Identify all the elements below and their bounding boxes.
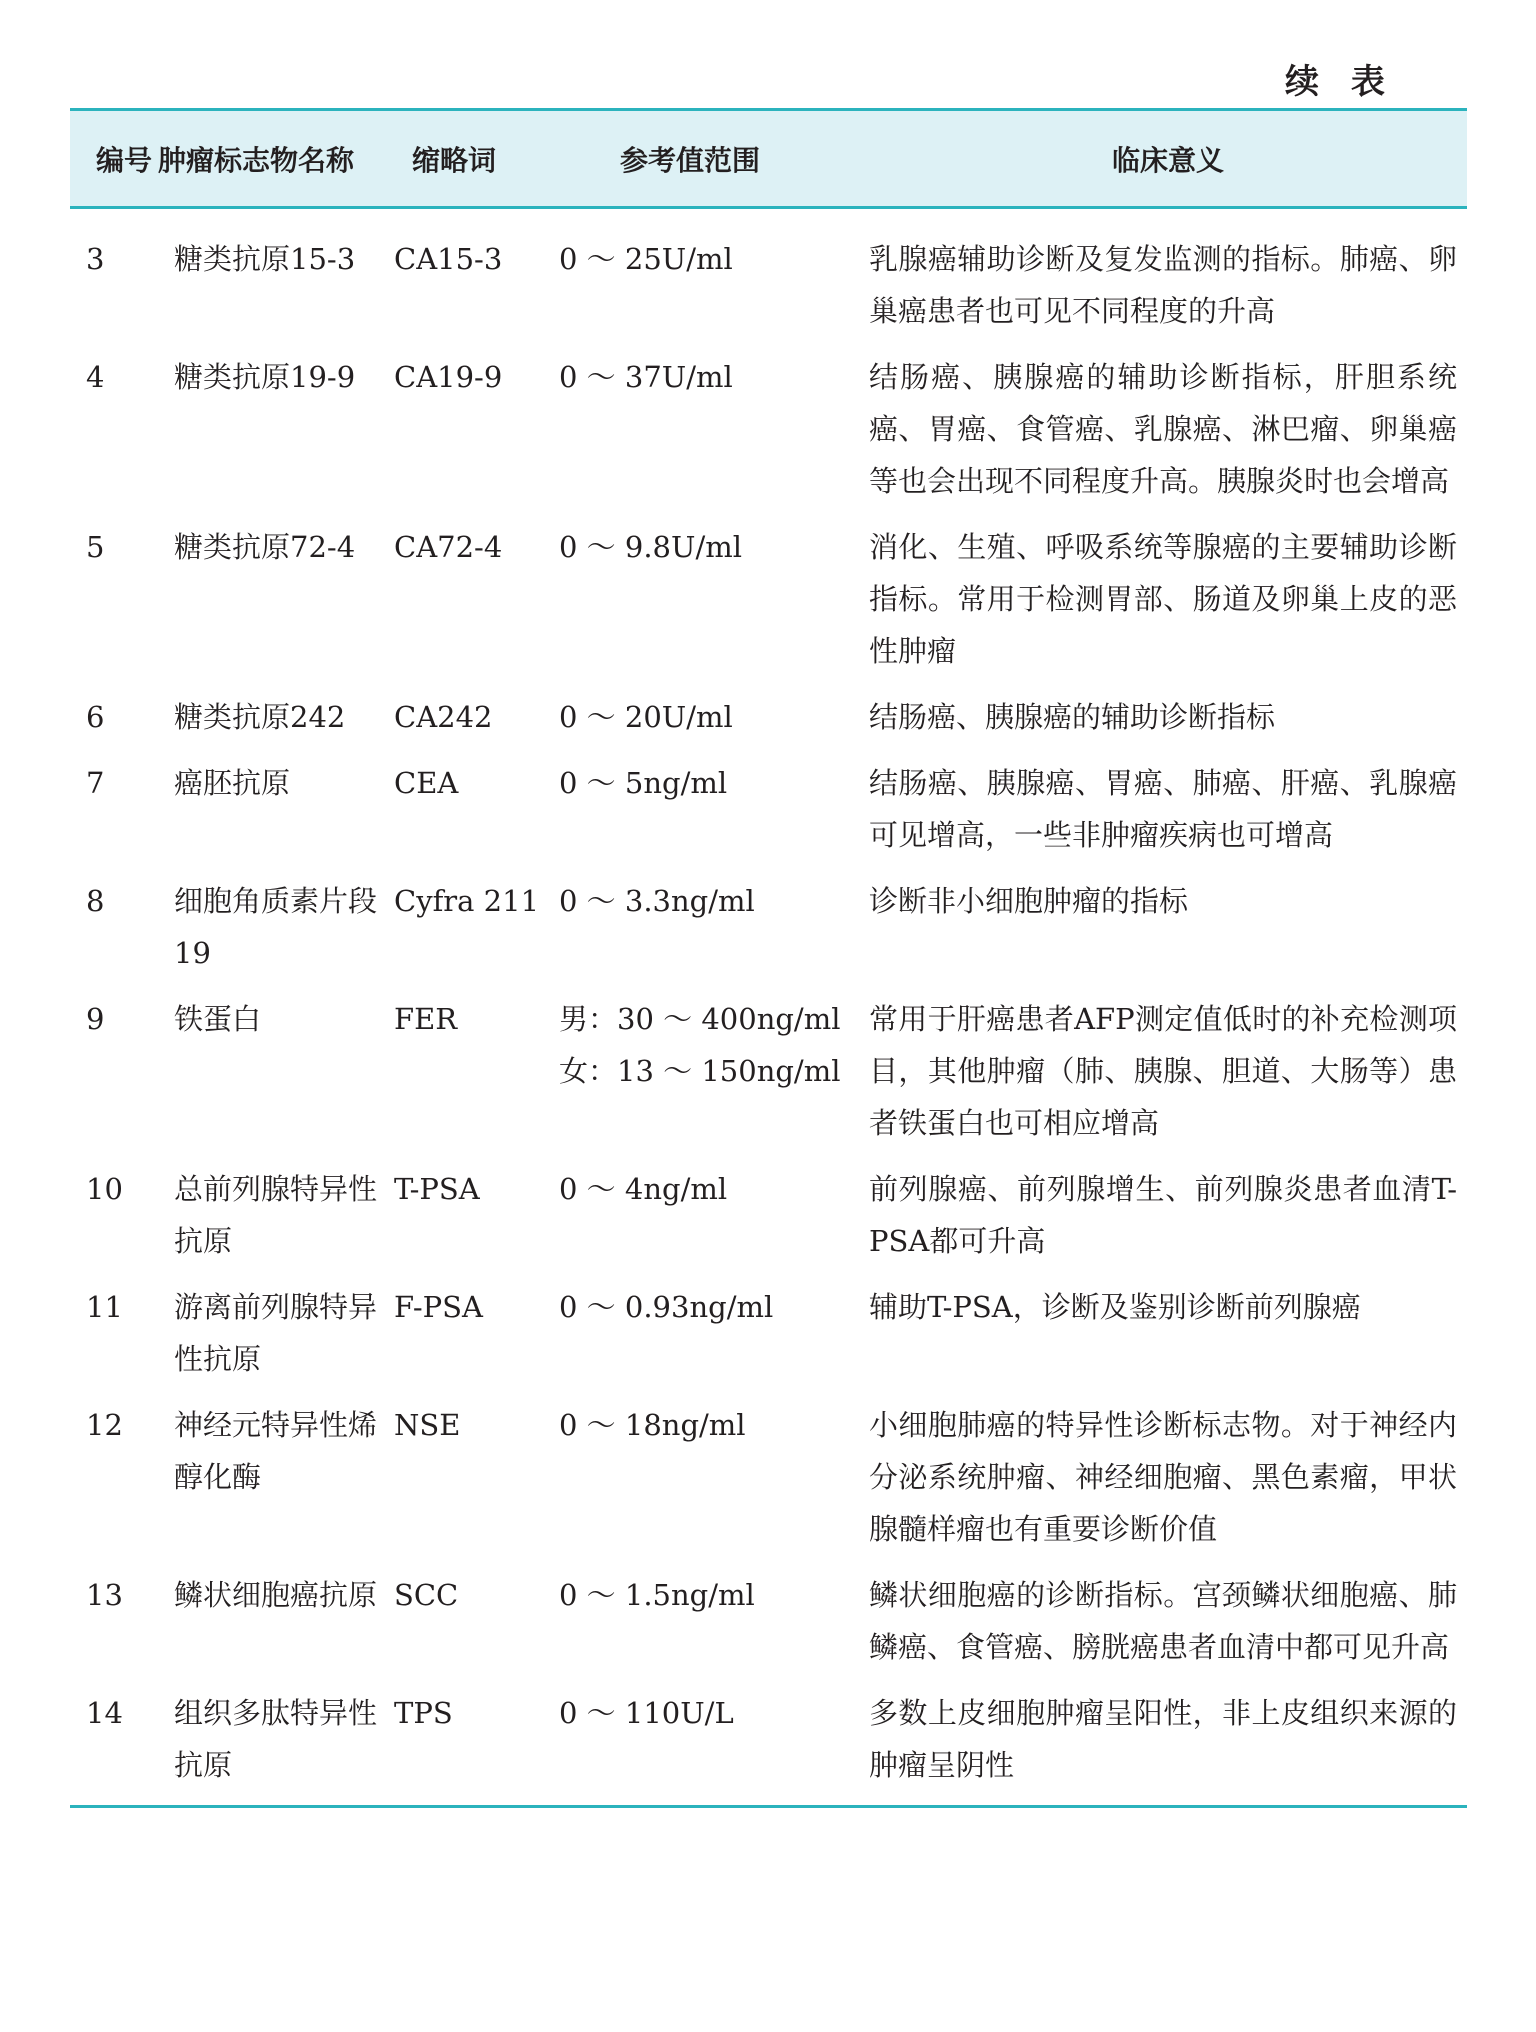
reference-range (559, 993, 869, 1163)
row-number: 14 (86, 1696, 123, 1730)
table-row (70, 691, 1467, 757)
row-number: 10 (86, 1172, 123, 1206)
clinical-significance: 鳞状细胞癌的诊断指标。宫颈鳞状细胞癌、肺鳞癌、食管癌、膀胱癌患者血清中都可见升高 (869, 1578, 1457, 1664)
header-marker-name: 肿瘤标志物名称 (158, 110, 394, 208)
marker-name: 糖类抗原15-3 (174, 242, 356, 276)
reference-range-line: 0 ～ 110U/L (559, 1696, 734, 1730)
clinical-significance: 结肠癌、胰腺癌、胃癌、肺癌、肝癌、乳腺癌可见增高，一些非肿瘤疾病也可增高 (869, 766, 1457, 852)
table-row (70, 351, 1467, 521)
abbreviation: CA72-4 (394, 530, 503, 564)
reference-range (559, 691, 869, 757)
table-row (70, 757, 1467, 875)
marker-name: 癌胚抗原 (174, 766, 291, 800)
header-abbreviation: 缩略词 (394, 110, 559, 208)
reference-range-line: 0 ～ 20U/ml (559, 700, 733, 734)
reference-range (559, 1281, 869, 1399)
clinical-significance: 辅助T-PSA，诊断及鉴别诊断前列腺癌 (869, 1290, 1361, 1324)
table-row (70, 875, 1467, 993)
header-reference-range: 参考值范围 (559, 110, 869, 208)
row-number: 7 (86, 766, 105, 800)
abbreviation: F-PSA (394, 1290, 483, 1324)
marker-name: 细胞角质素片段19 (174, 884, 378, 970)
abbreviation: T-PSA (394, 1172, 480, 1206)
marker-name: 糖类抗原19-9 (174, 360, 356, 394)
clinical-significance: 结肠癌、胰腺癌的辅助诊断指标 (869, 700, 1276, 734)
reference-range (559, 521, 869, 691)
table-body (70, 208, 1467, 1807)
table-row (70, 1569, 1467, 1687)
abbreviation: CA15-3 (394, 242, 503, 276)
clinical-significance: 乳腺癌辅助诊断及复发监测的指标。肺癌、卵巢癌患者也可见不同程度的升高 (869, 242, 1457, 328)
abbreviation: TPS (394, 1696, 453, 1730)
marker-name: 铁蛋白 (174, 1002, 262, 1036)
reference-range (559, 1569, 869, 1687)
tumor-marker-table (70, 108, 1467, 1808)
reference-range (559, 1399, 869, 1569)
header-number: 编号 (70, 110, 158, 208)
reference-range-line: 0 ～ 9.8U/ml (559, 530, 742, 564)
marker-name: 总前列腺特异性抗原 (174, 1172, 378, 1258)
table-row (70, 993, 1467, 1163)
reference-range (559, 757, 869, 875)
abbreviation: NSE (394, 1408, 461, 1442)
marker-name: 游离前列腺特异性抗原 (174, 1290, 378, 1376)
marker-name: 神经元特异性烯醇化酶 (174, 1408, 378, 1494)
row-number: 4 (86, 360, 105, 394)
continued-label: 续 表 (1285, 62, 1395, 102)
abbreviation: CA242 (394, 700, 493, 734)
marker-name: 糖类抗原242 (174, 700, 346, 734)
reference-range-line: 0 ～ 5ng/ml (559, 766, 728, 800)
clinical-significance: 前列腺癌、前列腺增生、前列腺炎患者血清T-PSA都可升高 (869, 1172, 1457, 1258)
table-row (70, 1163, 1467, 1281)
row-number: 6 (86, 700, 105, 734)
marker-name: 组织多肽特异性抗原 (174, 1696, 378, 1782)
marker-name: 鳞状细胞癌抗原 (174, 1578, 378, 1612)
reference-range-line: 0 ～ 0.93ng/ml (559, 1290, 774, 1324)
reference-range-line: 男：30 ～ 400ng/ml (559, 1002, 841, 1036)
reference-range (559, 875, 869, 993)
abbreviation: CA19-9 (394, 360, 503, 394)
abbreviation: FER (394, 1002, 458, 1036)
reference-range-line: 0 ～ 1.5ng/ml (559, 1578, 755, 1612)
clinical-significance: 诊断非小细胞肿瘤的指标 (869, 884, 1189, 918)
clinical-significance: 多数上皮细胞肿瘤呈阳性，非上皮组织来源的肿瘤呈阴性 (869, 1696, 1457, 1782)
reference-range-line: 0 ～ 4ng/ml (559, 1172, 728, 1206)
row-number: 8 (86, 884, 105, 918)
reference-range-line: 0 ～ 3.3ng/ml (559, 884, 755, 918)
reference-range (559, 351, 869, 521)
reference-range (559, 1687, 869, 1807)
reference-range-line: 0 ～ 25U/ml (559, 242, 733, 276)
abbreviation: Cyfra 211 (394, 884, 540, 918)
row-number: 11 (86, 1290, 123, 1324)
reference-range (559, 1163, 869, 1281)
reference-range (559, 208, 869, 352)
abbreviation: SCC (394, 1578, 459, 1612)
abbreviation: CEA (394, 766, 459, 800)
marker-name: 糖类抗原72-4 (174, 530, 356, 564)
table-row (70, 208, 1467, 352)
clinical-significance: 小细胞肺癌的特异性诊断标志物。对于神经内分泌系统肿瘤、神经细胞瘤、黑色素瘤，甲状腺髓样瘤也有重要诊断价值 (869, 1408, 1457, 1546)
table-header (70, 110, 1467, 208)
reference-range-line: 0 ～ 18ng/ml (559, 1408, 746, 1442)
reference-range-line: 女：13 ～ 150ng/ml (559, 1054, 841, 1088)
clinical-significance: 消化、生殖、呼吸系统等腺癌的主要辅助诊断指标。常用于检测胃部、肠道及卵巢上皮的恶性肿瘤 (869, 530, 1457, 668)
row-number: 13 (86, 1578, 123, 1612)
row-number: 3 (86, 242, 105, 276)
header-row (70, 110, 1467, 208)
clinical-significance: 结肠癌、胰腺癌的辅助诊断指标，肝胆系统癌、胃癌、食管癌、乳腺癌、淋巴瘤、卵巢癌等也会出现不同程度升高。胰腺炎时也会增高 (869, 360, 1457, 498)
table-row (70, 1399, 1467, 1569)
row-number: 12 (86, 1408, 123, 1442)
row-number: 5 (86, 530, 105, 564)
row-number: 9 (86, 1002, 105, 1036)
clinical-significance: 常用于肝癌患者AFP测定值低时的补充检测项目，其他肿瘤（肺、胰腺、胆道、大肠等）患者铁蛋白也可相应增高 (869, 1002, 1457, 1140)
table-row (70, 1687, 1467, 1807)
table-row (70, 1281, 1467, 1399)
reference-range-line: 0 ～ 37U/ml (559, 360, 733, 394)
table-row (70, 521, 1467, 691)
header-clinical-significance: 临床意义 (869, 110, 1467, 208)
